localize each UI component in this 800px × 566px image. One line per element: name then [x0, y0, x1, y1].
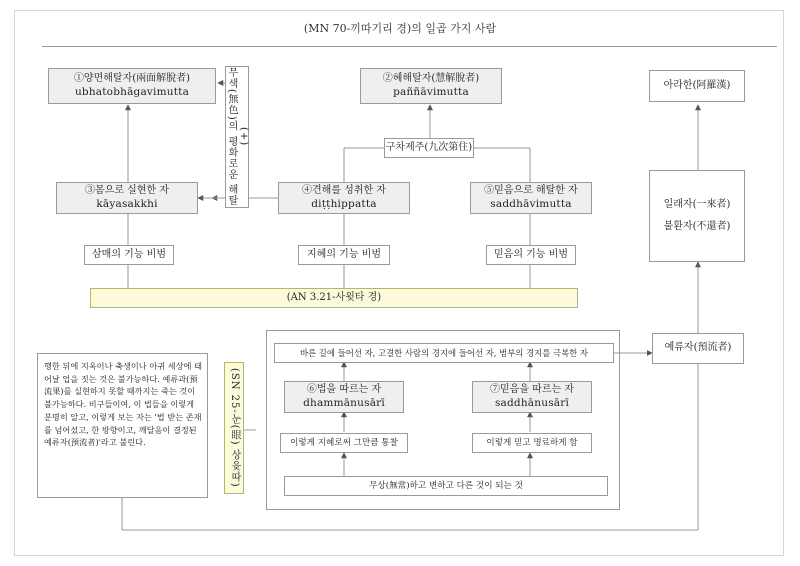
faculty-wisdom-box [298, 245, 390, 265]
person-6-box [284, 381, 404, 413]
ninefold-abiding-label: 구차제주(九次第住) [385, 141, 473, 153]
faculty-faith-label: 믿음의 기능 비범 [494, 248, 568, 260]
impermanence-box [284, 476, 608, 496]
stream-enterer-label: 예류자(預流者) [664, 342, 732, 354]
ninefold-abiding-box [384, 138, 474, 158]
person-5-pali: saddhāvimutta [490, 197, 572, 210]
person-1-name: ①양면해탈자(兩面解脫者) [73, 73, 191, 85]
stream-enterer-box [652, 333, 744, 364]
person-3-box [56, 182, 198, 214]
stream-entry-path-label: 바른 길에 들어선 자, 고결한 사람의 경지에 들어선 자, 범부의 경지를 극복한 자 [299, 347, 589, 358]
faculty-wisdom-label: 지혜의 기능 비범 [307, 248, 381, 260]
faculty-concentration-label: 삼매의 기능 비범 [92, 248, 166, 260]
sn-paragraph-box [37, 353, 208, 498]
person-6-name: ⑥법을 따르는 자 [306, 384, 382, 396]
sn-sutta-label: (SN 25-눈(眼) 상윳따) [229, 368, 240, 488]
sn-paragraph-text: 행한 뒤에 지옥이나 축생이나 아귀 세상에 태어날 업을 짓는 것은 불가능하다. 예류과(預流果)를 실현하지 못할 때까지는 죽는 것이 불가능하다. 비구들이여, 이 법들을 이렇게 분명히 알고, 이렇게 보는 자는 '법 받는 존재를 넘어섰고, 한 방향이고, 깨달음이 결정된 예류자(預流者)'라고 불린다. [44, 361, 202, 448]
formless-liberation-box [225, 66, 249, 208]
person-4-box [278, 182, 410, 214]
once-returner-label: 일래자(一來者) [663, 198, 731, 210]
title-divider [42, 46, 777, 47]
person-1-box [48, 68, 216, 104]
person-7-name: ⑦믿음을 따르는 자 [490, 384, 574, 396]
sn-sutta-box [224, 362, 244, 494]
person-2-pali: paññāvimutta [393, 85, 469, 98]
person-3-pali: kāyasakkhi [96, 197, 158, 210]
faculty-faith-box [486, 245, 576, 265]
person-5-name: ⑤믿음으로 해탈한 자 [484, 185, 578, 197]
person-7-pali: saddhānusārī [494, 396, 570, 409]
once-non-returner-box [649, 170, 745, 262]
person-1-pali: ubhatobhāgavimutta [74, 85, 190, 98]
practice-faith-label: 이렇게 믿고 명료하게 함 [486, 437, 578, 448]
arahant-box [649, 70, 745, 102]
person-7-box [472, 381, 592, 413]
person-3-name: ③몸으로 실현한 자 [85, 185, 169, 197]
practice-wisdom-label: 이렇게 지혜로써 그만큼 통찰 [290, 437, 398, 448]
stream-entry-path-box [274, 343, 614, 363]
non-returner-label: 불환자(不還者) [663, 221, 731, 232]
formless-plus: (+) [238, 127, 249, 147]
practice-wisdom-box [280, 433, 408, 453]
person-2-box [360, 68, 502, 104]
arahant-label: 아라한(阿羅漢) [663, 79, 731, 91]
faculty-concentration-box [84, 245, 174, 265]
diagram-title: (MN 70-끼따기리 경)의 일곱 가지 사람 [303, 22, 497, 35]
person-5-box [470, 182, 592, 214]
person-2-name: ②혜해탈자(慧解脫者) [382, 73, 480, 85]
practice-faith-box [472, 433, 592, 453]
formless-liberation-label: 무색(無色)의 평화로운 해탈 [226, 67, 237, 207]
an-sutta-label: (AN 3.21-사윗타 경) [286, 291, 382, 303]
person-6-pali: dhammānusārī [303, 396, 385, 409]
impermanence-label: 무상(無常)하고 변하고 다른 것이 되는 것 [369, 480, 523, 491]
person-4-pali: diṭṭhippatta [311, 197, 377, 210]
person-4-name: ④견해를 성취한 자 [302, 185, 386, 197]
an-sutta-bar [90, 288, 578, 308]
